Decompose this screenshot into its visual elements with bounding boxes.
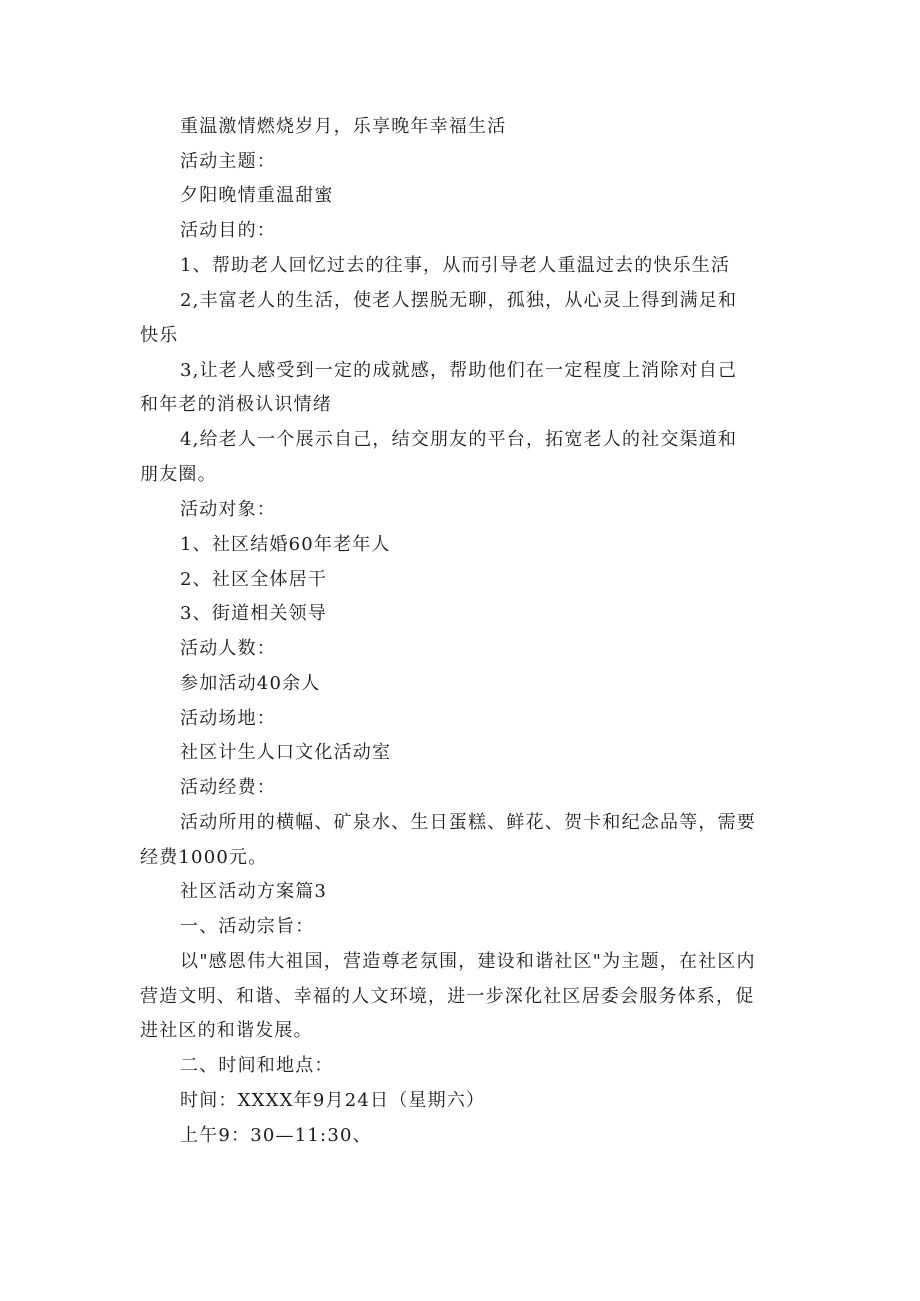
purpose-item-continuation: 和年老的消极认识情绪 (140, 394, 332, 415)
budget-line: 活动所用的横幅、矿泉水、生日蛋糕、鲜花、贺卡和纪念品等，需要 (180, 812, 756, 833)
time-line: 时间：XXXX年9月24日（星期六） (180, 1090, 486, 1111)
count-label: 活动人数： (180, 638, 276, 659)
purpose-item: 3,让老人感受到一定的成就感，帮助他们在一定程度上消除对自己 (180, 360, 738, 381)
purpose-item: 4,给老人一个展示自己，结交朋友的平台，拓宽老人的社交渠道和 (180, 429, 738, 450)
target-item: 2、社区全体居干 (180, 569, 328, 590)
document-title: 重温激情燃烧岁月，乐享晚年幸福生活 (180, 116, 507, 137)
target-item: 1、社区结婚60年老年人 (180, 534, 391, 555)
aim-label: 一、活动宗旨： (180, 916, 315, 937)
aim-line: 以"感恩伟大祖国，营造尊老氛围，建设和谐社区"为主题，在社区内 (180, 951, 756, 972)
budget-label: 活动经费： (180, 777, 276, 798)
purpose-item: 1、帮助老人回忆过去的往事，从而引导老人重温过去的快乐生活 (180, 255, 731, 276)
purpose-item-continuation: 快乐 (140, 325, 179, 346)
purpose-item: 2,丰富老人的生活，使老人摆脱无聊，孤独，从心灵上得到满足和 (180, 290, 738, 311)
venue-value: 社区计生人口文化活动室 (180, 742, 392, 763)
theme-label: 活动主题： (180, 151, 276, 172)
time-place-label: 二、时间和地点： (180, 1055, 334, 1076)
budget-line-continuation: 经费1000元。 (140, 847, 268, 868)
time-range: 上午9：30—11:30、 (180, 1125, 372, 1146)
venue-label: 活动场地： (180, 708, 276, 729)
theme-value: 夕阳晚情重温甜蜜 (180, 185, 334, 206)
section3-title: 社区活动方案篇3 (180, 881, 328, 902)
aim-line-continuation: 进社区的和谐发展。 (140, 1020, 313, 1041)
purpose-item-continuation: 朋友圈。 (140, 464, 217, 485)
aim-line-continuation: 营造文明、和谐、幸福的人文环境，进一步深化社区居委会服务体系，促 (140, 986, 755, 1007)
count-value: 参加活动40余人 (180, 673, 321, 694)
purpose-label: 活动目的： (180, 220, 276, 241)
target-item: 3、街道相关领导 (180, 603, 328, 624)
target-label: 活动对象： (180, 499, 276, 520)
